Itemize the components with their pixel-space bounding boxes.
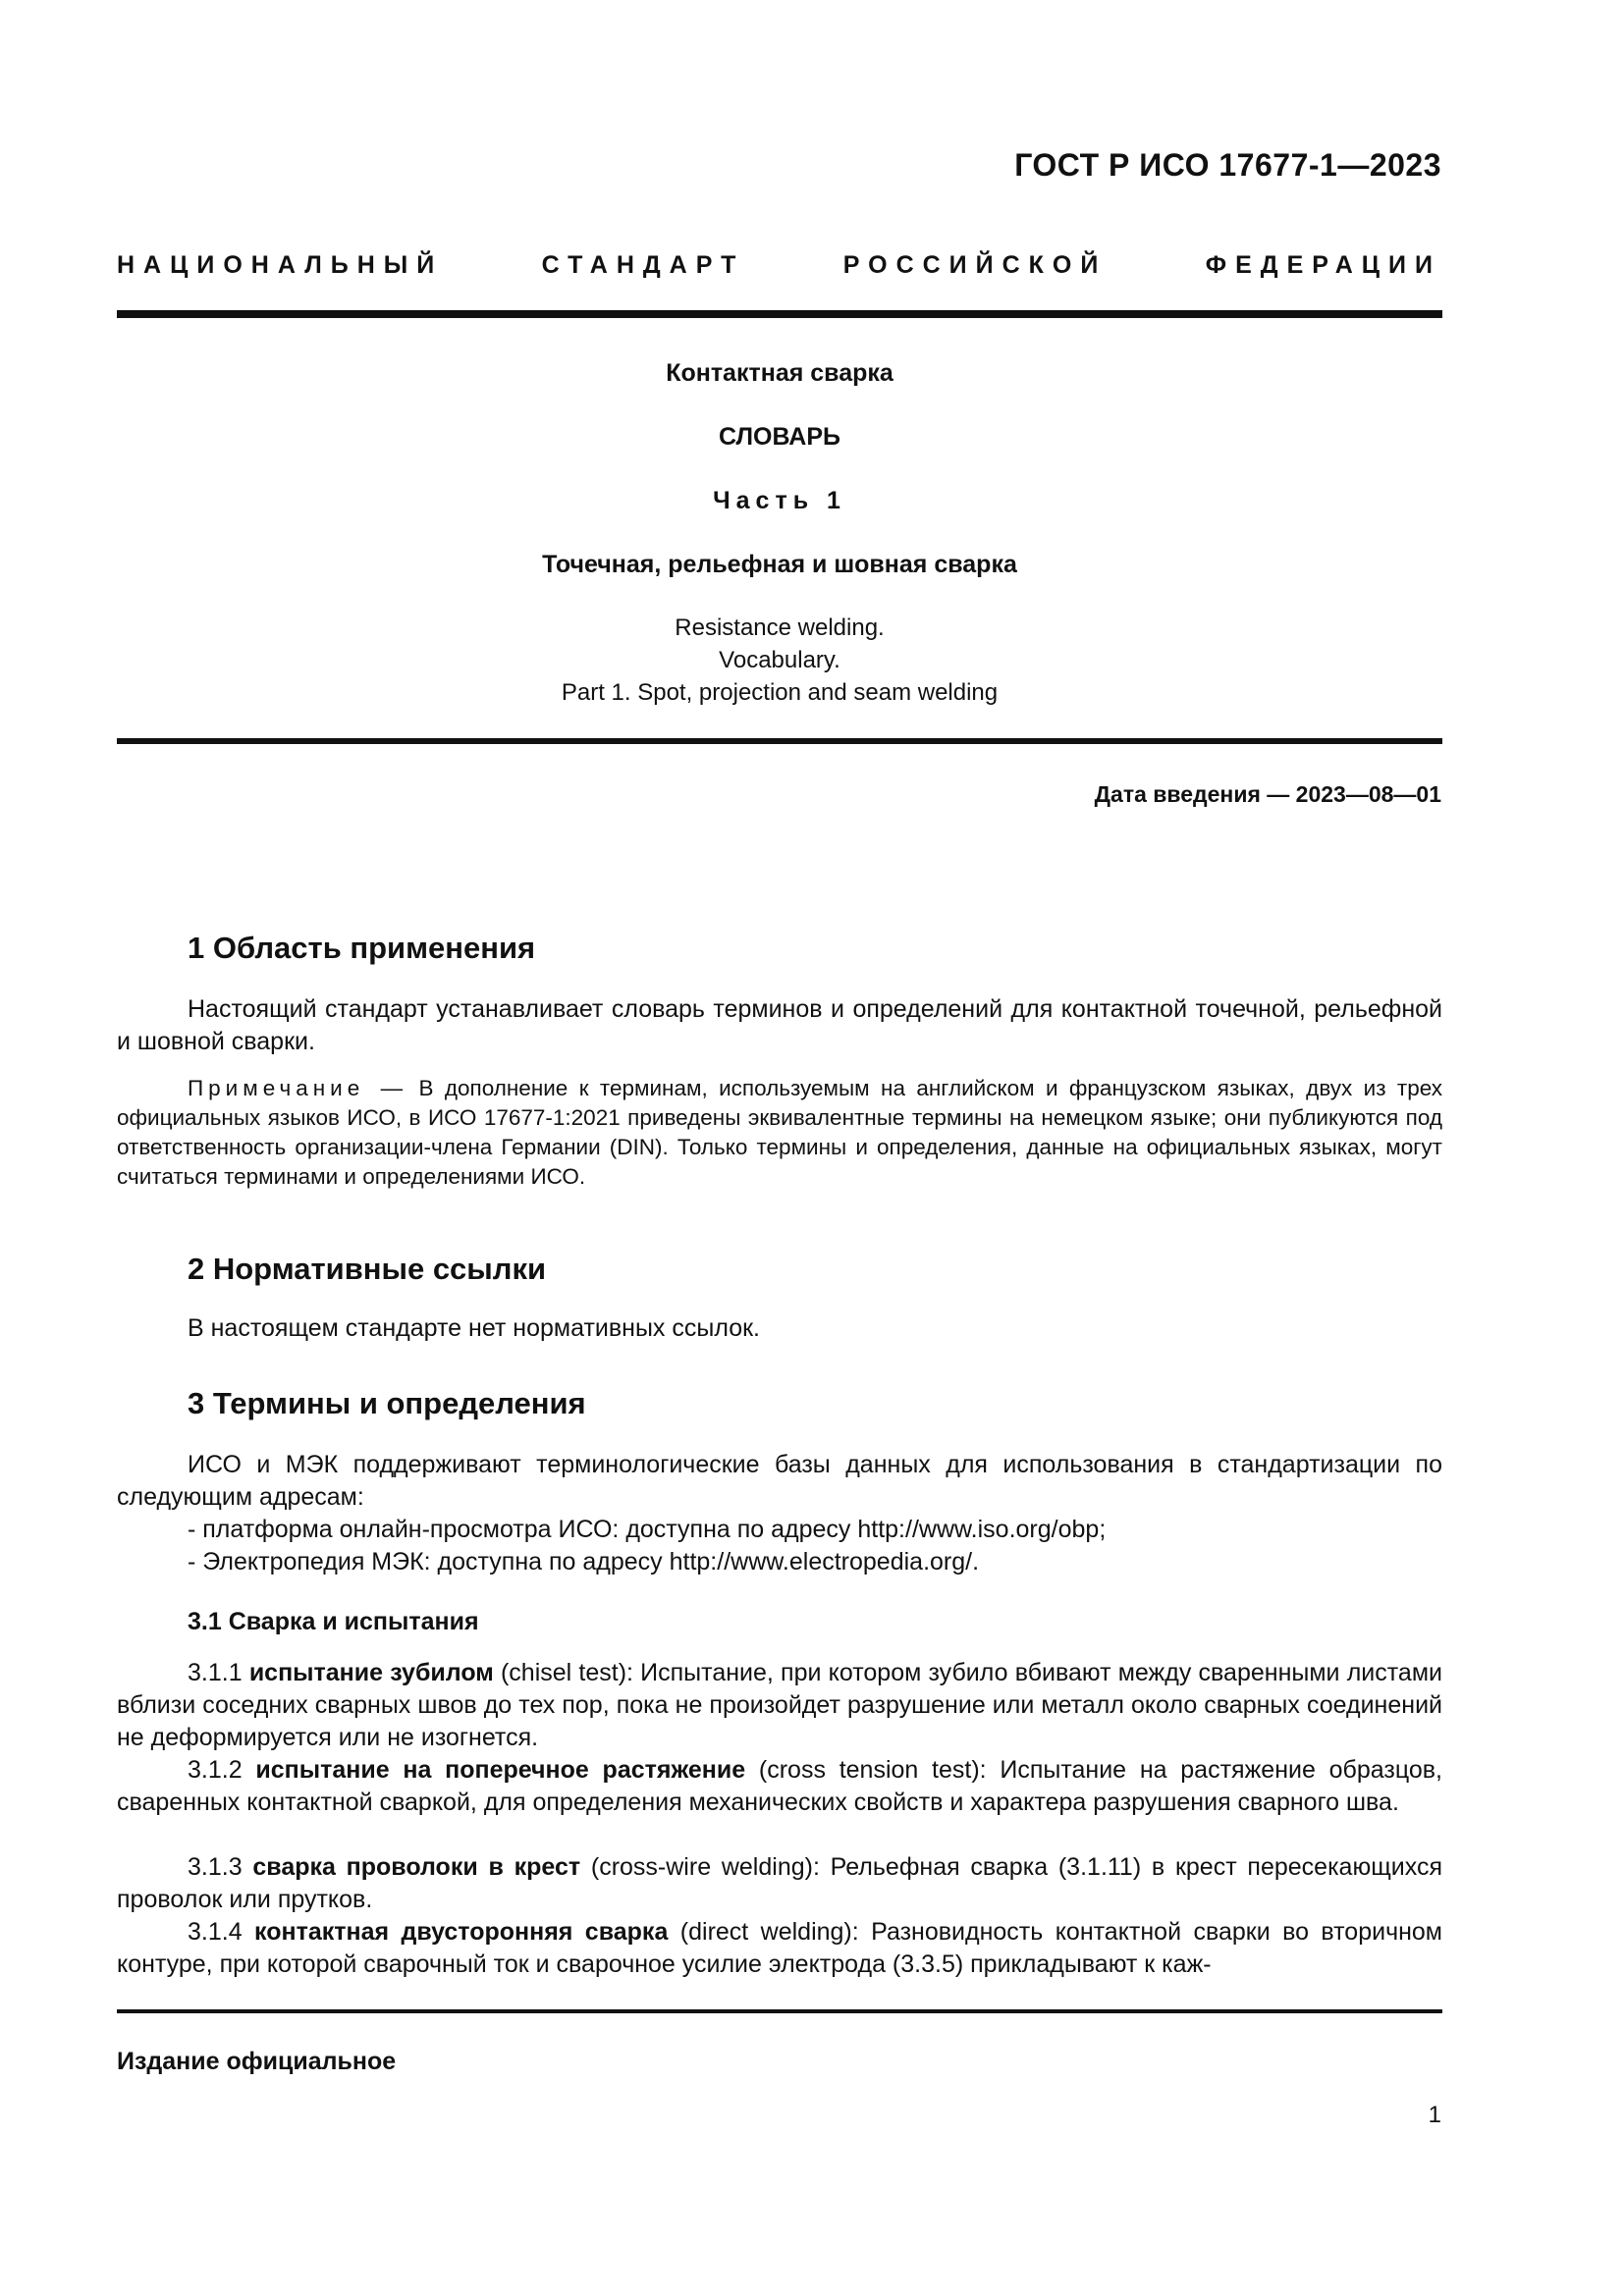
title-line-1: Контактная сварка	[666, 359, 893, 387]
effective-date: Дата введения — 2023—08—01	[1094, 781, 1441, 807]
title-line-2: СЛОВАРЬ	[719, 423, 840, 451]
header-rule	[117, 310, 1442, 318]
section-1-note	[117, 1074, 1442, 1192]
english-title-line-1: Resistance welding.	[675, 614, 885, 641]
section-3-intro: ИСО и МЭК поддерживают терминологические базы данных для использования в стандартизации по следующим адресам:	[117, 1451, 1442, 1511]
subsection-3-1-heading: 3.1 Сварка и испытания	[188, 1608, 479, 1635]
address-list	[188, 1514, 1106, 1578]
term-entry: 3.1.3 сварка проволоки в крест (cross-wire welding): Рельефная сварка (3.1.11) в крест пересекающихся проволок или прутков.	[117, 1853, 1443, 1913]
term-entry: 3.1.2 испытание на поперечное растяжение (cross tension test): Испытание на растяжение образцов, сваренных контактной сваркой, для определения механических свойств и характера разрушения сварного шва.	[117, 1756, 1442, 1816]
section-3-heading: 3 Термины и определения	[188, 1386, 586, 1420]
list-item: - Электропедия МЭК: доступна по адресу http://www.electropedia.org/.	[188, 1548, 980, 1575]
english-title-line-3: Part 1. Spot, projection and seam welding	[561, 679, 999, 706]
note-text: В дополнение к терминам, используемым на английском и французском языках, двух из трех официальных языков ИСО, в ИСО 17677-1:2021 приведены эквивалентные термины на немецком языке; они публикуются под ответственность организации-члена Германии (DIN). Только термины и определения, данные на официальных языках, могут считаться терминами и определениями ИСО.	[117, 1076, 1443, 1189]
note-label: Примечание —	[188, 1076, 408, 1100]
title-line-3: Часть 1	[713, 487, 846, 514]
title-rule	[117, 738, 1442, 744]
section-1-text: Настоящий стандарт устанавливает словарь терминов и определений для контактной точечной, рельефной и шовной сварки.	[117, 995, 1442, 1055]
term-entry: 3.1.4 контактная двусторонняя сварка (direct welding): Разновидность контактной сварки во вторичном контуре, при которой сварочный ток и сварочное усилие электрода (3.3.5) прикладывают к каж-	[117, 1918, 1442, 1978]
english-title	[117, 612, 1442, 709]
term-entry: 3.1.1 испытание зубилом (chisel test): Испытание, при котором зубило вбивают между сваренными листами вблизи соседних сварных швов до тех пор, пока не произойдет разрушение или металл около сварных соединений не деформируется или не изогнется.	[117, 1659, 1442, 1751]
standard-code: ГОСТ Р ИСО 17677-1—2023	[1014, 147, 1441, 183]
section-2-heading: 2 Нормативные ссылки	[188, 1252, 547, 1286]
footer-rule	[117, 2009, 1442, 2013]
national-standard-banner: НАЦИОНАЛЬНЫЙ СТАНДАРТ РОССИЙСКОЙ ФЕДЕРАЦИИ	[117, 251, 1441, 279]
official-edition-label: Издание официальное	[117, 2048, 397, 2075]
english-title-line-2: Vocabulary.	[719, 647, 840, 673]
title-line-4: Точечная, рельефная и шовная сварка	[542, 551, 1017, 578]
page-number: 1	[1428, 2102, 1441, 2128]
section-1-heading: 1 Область применения	[188, 931, 536, 965]
section-2-text: В настоящем стандарте нет нормативных ссылок.	[188, 1314, 760, 1342]
list-item: - платформа онлайн-просмотра ИСО: доступна по адресу http://www.iso.org/obp;	[188, 1516, 1107, 1543]
